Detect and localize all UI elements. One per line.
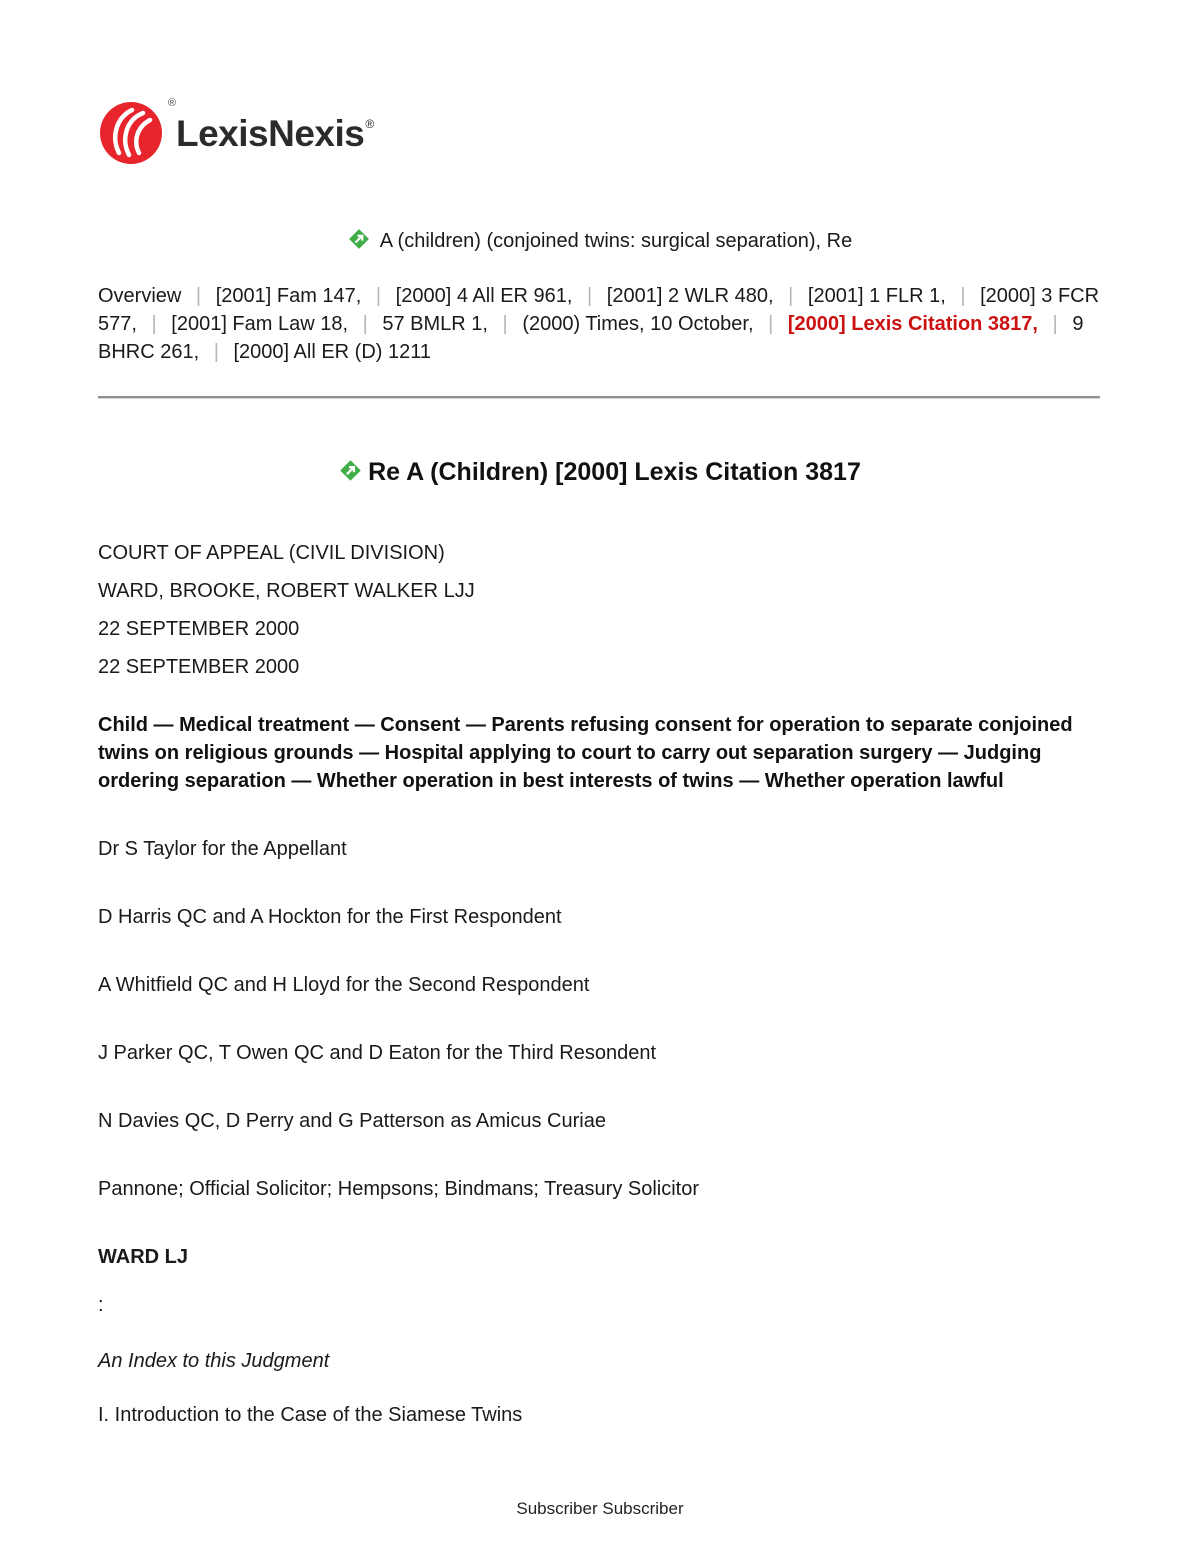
overview-line [98, 282, 1100, 366]
citation-separator: | [788, 285, 794, 307]
citation: [2001] 1 FLR 1, [807, 285, 946, 307]
citation-separator: | [587, 285, 593, 307]
citation-separator: | [1052, 313, 1058, 335]
divider [98, 396, 1100, 399]
hearing-date: 22 SEPTEMBER 2000 [98, 618, 300, 640]
overview-label: Overview [98, 285, 182, 307]
judgment-date: 22 SEPTEMBER 2000 [98, 656, 300, 678]
citation-separator: | [960, 285, 966, 307]
judgment-heading: Re A (Children) [2000] Lexis Citation 3817 [368, 458, 861, 486]
case-title: A (children) (conjoined twins: surgical separation), Re [379, 230, 853, 252]
citation-separator: | [362, 313, 368, 335]
footer-subscriber: Subscriber Subscriber [516, 1499, 684, 1518]
citation-lexis-highlight: [2000] Lexis Citation 3817, [787, 313, 1038, 335]
citation: [2001] 2 WLR 480, [606, 285, 774, 307]
counsel-line: Dr S Taylor for the Appellant [98, 838, 347, 860]
case-signal-icon[interactable] [346, 226, 372, 260]
judgment-heading-line [98, 455, 1100, 493]
lexisnexis-logo-text: LexisNexis® [176, 112, 374, 154]
citation-separator: | [195, 285, 202, 307]
citation-separator: | [502, 313, 508, 335]
lexisnexis-logo[interactable] [98, 97, 374, 166]
case-title-line [98, 226, 1100, 260]
citation: [2001] Fam Law 18, [171, 313, 349, 335]
counsel-line: A Whitfield QC and H Lloyd for the Second Respondent [98, 974, 590, 996]
index-item: I. Introduction to the Case of the Siamese Twins [98, 1404, 523, 1426]
judges-line: WARD, BROOKE, ROBERT WALKER LJJ [98, 580, 475, 602]
index-heading: An Index to this Judgment [98, 1350, 330, 1372]
registered-mark: ® [167, 97, 176, 109]
citation: [2000] 4 All ER 961, [395, 285, 573, 307]
registered-mark: ® [365, 116, 374, 131]
catchwords: Child — Medical treatment — Consent — Parents refusing consent for operation to separate conjoined twins on religious grounds — Hospital applying to court to carry out separation surgery — Judging ordering separation — Whether operation in best interests of twins — Whether operation lawful [98, 714, 1073, 792]
citation: [2001] Fam 147, [215, 285, 362, 307]
colon-paragraph: : [98, 1294, 104, 1316]
citation-separator: | [151, 313, 157, 335]
citation: 9 BHRC 261, [98, 313, 1084, 363]
judgment-signal-icon[interactable] [337, 457, 364, 493]
counsel-line: N Davies QC, D Perry and G Patterson as Amicus Curiae [98, 1110, 606, 1132]
citation-separator: | [213, 341, 219, 363]
citation-separator: | [375, 285, 382, 307]
counsel-line: D Harris QC and A Hockton for the First Respondent [98, 906, 562, 928]
lexisnexis-orb-icon [98, 97, 176, 166]
citation: (2000) Times, 10 October, [522, 313, 754, 335]
solicitors-line: Pannone; Official Solicitor; Hempsons; Bindmans; Treasury Solicitor [98, 1178, 700, 1200]
court-name: COURT OF APPEAL (CIVIL DIVISION) [98, 542, 445, 564]
citation: [2000] All ER (D) 1211 [233, 341, 431, 363]
citation-separator: | [768, 313, 774, 335]
citation: 57 BMLR 1, [382, 313, 488, 335]
judge-name-heading: WARD LJ [98, 1246, 188, 1268]
citation: [2000] 3 FCR 577, [98, 285, 1100, 335]
counsel-line: J Parker QC, T Owen QC and D Eaton for the Third Resondent [98, 1042, 657, 1064]
